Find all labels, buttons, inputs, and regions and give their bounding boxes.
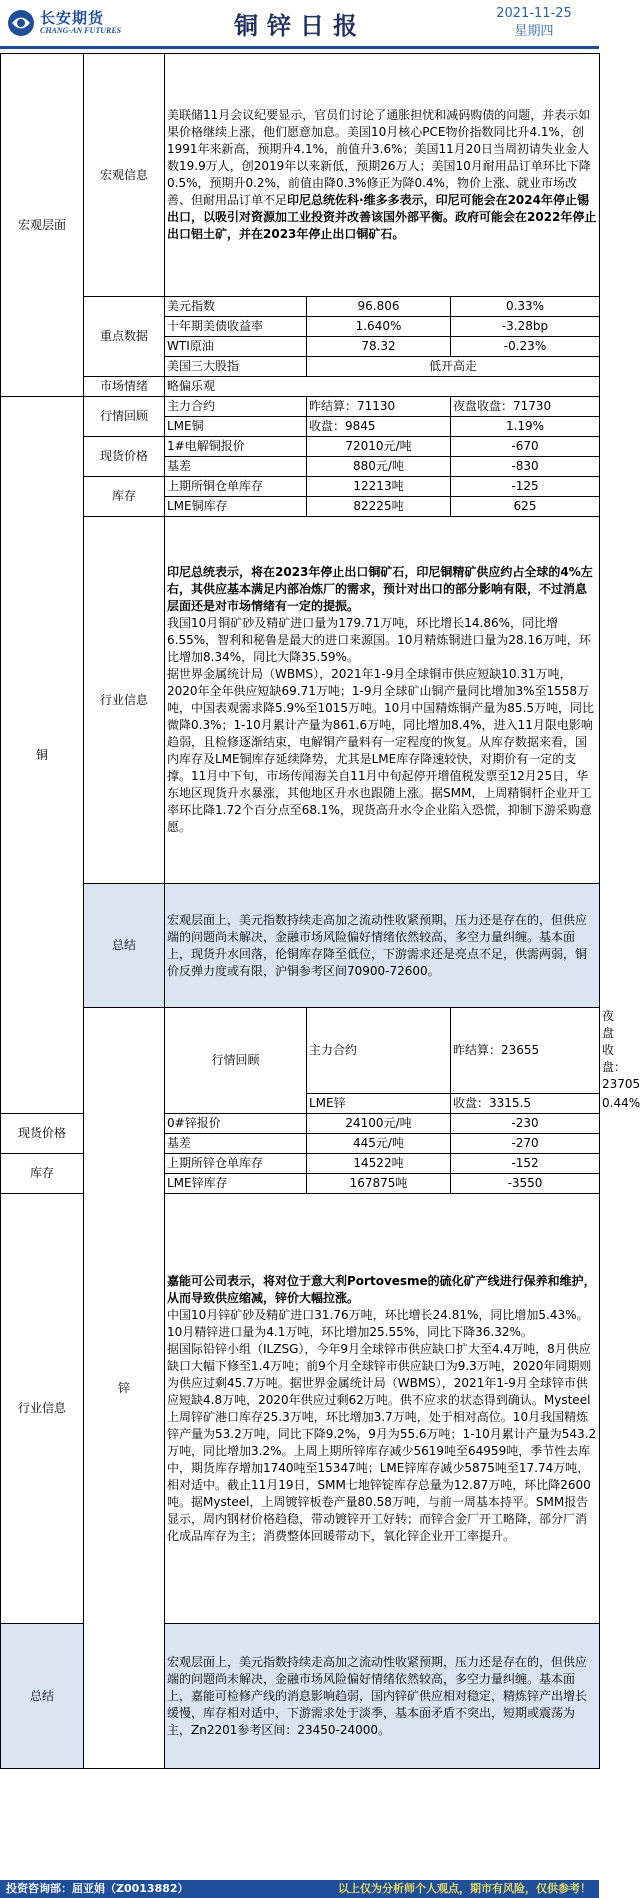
category-copper: 铜 [1, 397, 84, 1114]
zn-spot-change: -230 [451, 1114, 600, 1134]
key-row-change: -3.28bp [451, 317, 600, 337]
zn-main-contract: 主力合约 [307, 1008, 451, 1094]
zn-spot-name: 0#锌报价 [165, 1114, 307, 1134]
zn-inv1-change: -152 [451, 1154, 600, 1174]
report-title: 铜锌日报 [234, 12, 366, 40]
cu-industry-p2: 据世界金属统计局（WBMS），2021年1-9月全球铜市供应短缺10.31万吨，2020年全年供应短缺69.71万吨；1-9月全球矿山铜产量同比增加3%至1558万吨，中国表观需求降5.9%至1015万吨。10月中国精炼铜产量为85.5万吨，同比微降0.3%；1-10月累计产量为861.6万吨，同比增加8.4%，进入11月限电影响趋弱，且检修逐渐结束，电解铜产量料有一定程度的恢复。从库存数据来看，国内库存及LME铜库存延续降势，尤其是LME库存降速较快，对期价有一定的支撑。11月中下旬，市场传闻海关自11月中旬起停开增值税发票至12月25日，华东地区现货升水暴涨，其他地区升水也跟随上涨。据SMM，上周精铜杆企业开工率环比降1.72个百分点至68.1%，现货高升水令企业陷入恐慌，抑制下游采购意愿。 [167, 667, 595, 834]
cu-night: 夜盘收盘：71730 [451, 397, 600, 417]
zn-basis-change: -270 [451, 1134, 600, 1154]
report-footer [0, 1880, 599, 1898]
key-row-name: WTI原油 [165, 337, 307, 357]
macro-info-body: 美联储11月会议纪要显示，官员们讨论了通胀担忧和减码购债的问题，并表示如果价格继续上涨，他们愿意加息。美国10月核心PCE物价指数同比升4.1%，创1991年来新高，预期升4.1%，前值升3.6%；美国11月20日当周初请失业金人数19.9万人，创2019年以来新低，预期26万人；美国10月耐用品订单环比下降0.5%，预期升0.2%，前值由降0.3%修正为降0.4%，物价上涨、就业市场改善、但耐用品订单不足 [167, 108, 591, 207]
cu-lme-change: 1.19% [451, 417, 600, 437]
sentiment-label: 市场情绪 [84, 377, 165, 397]
key-row-value: 低开高走 [307, 357, 600, 377]
cu-summary-label: 总结 [84, 884, 165, 1008]
zn-inv1-value: 14522吨 [307, 1154, 451, 1174]
cu-industry-text [165, 517, 600, 884]
changan-logo-icon [6, 8, 36, 38]
cu-spot-name: 1#电解铜报价 [165, 437, 307, 457]
zn-basis-name: 基差 [165, 1134, 307, 1154]
key-row-name: 美元指数 [165, 297, 307, 317]
cu-industry-bold: 印尼总统表示，将在2023年停止出口铜矿石，印尼铜精矿供应约占全球的4%左右，其供应基本满足内部冶炼厂的需求，预计对出口的部分影响有限，不过消息层面还是对市场情绪有一定的提振。 [167, 565, 593, 613]
date-text: 2021-11-25 [496, 6, 572, 21]
report-date [470, 5, 598, 41]
cu-inv2-value: 82225吨 [307, 497, 451, 517]
logo-english-name: CHANG-AN FUTURES [40, 26, 122, 35]
company-logo [6, 6, 136, 40]
zn-inv2-value: 167875吨 [307, 1174, 451, 1194]
cu-inv1-change: -125 [451, 477, 600, 497]
zn-summary-label: 总结 [1, 1624, 84, 1769]
zn-market-label: 行情回顾 [165, 1008, 307, 1114]
macro-info-label: 宏观信息 [84, 54, 165, 297]
key-row-name: 十年期美债收益率 [165, 317, 307, 337]
cu-industry-p1: 我国10月铜矿砂及精矿进口量为179.71万吨，环比增长14.86%，同比增6.55%，智利和秘鲁是最大的进口来源国。10月精炼铜进口量为28.16万吨，环比增加8.34%，同比大降35.59%。 [167, 616, 591, 664]
zn-inv2-change: -3550 [451, 1174, 600, 1194]
cu-basis-name: 基差 [165, 457, 307, 477]
category-macro: 宏观层面 [1, 54, 84, 397]
cu-settle: 昨结算：71130 [307, 397, 451, 417]
zn-industry-bold: 嘉能可公司表示，将对位于意大利Portovesme的硫化矿产线进行保养和维护，从而导致供应缩减，锌价大幅拉涨。 [167, 1273, 596, 1305]
key-data-label: 重点数据 [84, 297, 165, 377]
key-row-change: -0.23% [451, 337, 600, 357]
cu-inv1-name: 上期所铜仓单库存 [165, 477, 307, 497]
report-table: 宏观层面 宏观信息 美联储11月会议纪要显示，官员们讨论了通胀担忧和减码购债的问题，并表示如果价格继续上涨，他们愿意加息。美国10月核心PCE物价指数同比升4.1%，创1991年来新高，预期升4.1%，前值升3.6%；美国11月20日当周初请失业金人数19.9万人，创2019年以来新低，预期26万人；美国10月耐用品订单环比下降0.5%，预期升0.2%，前值由降0.3%修正为降0.4%，物价上涨、就业市场改善、但耐用品订单不足印尼总统佐科·维多多表示，印尼可能会在2024年停止锡出口，以吸引对资源加工业投资并改善该国外部平衡。政府可能会在2022年停止出口铝土矿，并在2023年停止出口铜矿石。 重点数据 美元指数 96.806 0.33% 十年期美债收益率 1.640% -3.28bp WTI原油 78.32 -0.23% 美国三大股指 低开高走 市场情绪 略偏乐观 铜 行情回顾 主力合约 昨结算：71130 夜盘收盘：71730 LME铜 收盘：9845 1.19% 现货价格 1#电解铜报价 72010元/吨 -670 基差 880元/吨 -830 库存 上期所铜仓单库存 12213吨 -125 LME铜库存 82225吨 625 行业信息 印尼总统表示，将在2023年停止出口铜矿石，印尼铜精矿供应约占全球的4%左右，其供应基本满足内部冶炼厂的需求，预计对出口的部分影响有限，不过消息层面还是对市场情绪有一定的提振。 我国10月铜矿砂及精矿进口量为179.71万吨，环比增长14.86%，同比增6.55%，智利和秘鲁是最大的进口来源国。10月精炼铜进口量为28.16万吨，环比增加8.34%，同比大降35.59%。 据世界金属统计局（WBMS），2021年1-9月全球铜市供应短缺10.31万吨，2020年全年供应短缺69.71万吨；1-9月全球矿山铜产量同比增加3%至1558万吨，中国表观需求降5.9%至1015万吨。10月中国精炼铜产量为85.5万吨，同比微降0.3%；1-10月累计产量为861.6万吨，同比增加8.4%，进入11月限电影响趋弱，且检修逐渐结束，电解铜产量料有一定程度的恢复。从库存数据来看，国内库存及LME铜库存延续降势，尤其是LME库存降速较快，对期价有一定的支撑。11月中下旬，市场传闻海关自11月中旬起停开增值税发票至12月25日，华东地区现货升水暴涨，其他地区升水也跟随上涨。据SMM，上周精铜杆企业开工率环比降1.72个百分点至68.1%，现货高升水令企业陷入恐慌，抑制下游采购意愿。 总结 宏观层面上，美元指数持续走高加之流动性收紧预期，压力还是存在的，但供应端的问题尚未解决，金融市场风险偏好情绪依然较高，多空力量纠缠。基本面上，现货升水回落，伦铜库存降至低位，下游需求还是亮点不足，供需两弱，铜价反弹力度或有限，沪铜参考区间70900-72600。 锌 行情回顾 主力合约 昨结算：23655 夜盘收盘：23705 LME锌 收盘：3315.5 0.44% 现货价格 0#锌报价 24100元/吨 -230 基差 445元/吨 -270 库存 上期所锌仓单库存 14522吨 -152 LME锌库存 167875吨 -3550 行业信息 嘉能可公司表示，将对位于意大利Portovesme的硫化矿产线进行保养和维护，从而导致供应缩减，锌价大幅拉涨。 中国10月锌矿砂及精矿进口31.76万吨，环比增长24.81%，同比增加5.43%。10月精锌进口量为4.1万吨，环比增加25.55%，同比下降36.32%。 据国际铅锌小组（ILZSG），今年9月全球锌市供应缺口扩大至4.4万吨，8月供应缺口大幅下修至1.4万吨；前9个月全球锌市供应缺口为9.3万吨，2020年同期则为供应过剩45.7万吨。据世界金属统计局（WBMS），2021年1-9月全球锌市供应短缺4.8万吨，2020年供应过剩62万吨。供不应求的状态得到确认。Mysteel上周锌矿港口库存25.3万吨，环比增加3.7万吨，处于相对高位。10月我国精炼锌产量为53.2万吨，同比下降9.2%，9月为55.6万吨；1-10月累计产量为543.2万吨，同比增加3.2%。上周上期所锌库存减少5619吨至64959吨，季节性去库中，期货库存增加1740吨至15347吨；LME锌库存减少5875吨至17.74万吨，相对适中。截止11月19日，SMM七地锌锭库存总量为12.87万吨，环比降2600吨。据Mysteel，上周镀锌板卷产量80.58万吨，与前一周基本持平。SMM报告显示，周内钢材价格趋稳，带动镀锌开工好转；而锌合金厂开工略降，部分厂消化成品库存为主；消费整体回暖带动下，氧化锌企业开工率提升。 总结 宏观层面上，美元指数持续走高加之流动性收紧预期，压力还是存在的，但供应端的问题尚未解决，金融市场风险偏好情绪依然较高，多空力量纠缠。基本面上，嘉能可检修产线的消息影响趋弱，国内锌矿供应相对稳定，精炼锌产出增长缓慢，库存相对适中，下游需求处于淡季，基本面矛盾不突出，短期或震荡为主，Zn2201参考区间：23450-24000。 [0, 53, 600, 1769]
macro-info-text [165, 54, 600, 297]
cu-spot-label: 现货价格 [84, 437, 165, 477]
macro-info-bold: 印尼总统佐科·维多多表示，印尼可能会在2024年停止锡出口，以吸引对资源加工业投资并改善该国外部平衡。政府可能会在2022年停止出口铝土矿，并在2023年停止出口铜矿石。 [167, 193, 597, 241]
zn-inv1-name: 上期所锌仓单库存 [165, 1154, 307, 1174]
cu-inv1-value: 12213吨 [307, 477, 451, 497]
key-row-name: 美国三大股指 [165, 357, 307, 377]
zn-spot-label: 现货价格 [1, 1114, 84, 1154]
analyst-credit: 投资咨询部：屈亚娟（Z0013882） [6, 1882, 189, 1895]
cu-spot-price: 72010元/吨 [307, 437, 451, 457]
cu-spot-change: -670 [451, 437, 600, 457]
logo-chinese-name: 长安期货 [40, 9, 105, 27]
cu-lme-close: 收盘：9845 [307, 417, 451, 437]
zn-inv2-name: LME锌库存 [165, 1174, 307, 1194]
key-row-value: 78.32 [307, 337, 451, 357]
cu-inv2-name: LME铜库存 [165, 497, 307, 517]
zn-settle: 昨结算：23655 [451, 1008, 600, 1094]
key-row-value: 1.640% [307, 317, 451, 337]
zn-lme-close: 收盘：3315.5 [451, 1094, 600, 1114]
zn-industry-p2: 据国际铅锌小组（ILZSG），今年9月全球锌市供应缺口扩大至4.4万吨，8月供应缺口大幅下修至1.4万吨；前9个月全球锌市供应缺口为9.3万吨，2020年同期则为供应过剩45.7万吨。据世界金属统计局（WBMS），2021年1-9月全球锌市供应短缺4.8万吨，2020年供应过剩62万吨。供不应求的状态得到确认。Mysteel上周锌矿港口库存25.3万吨，环比增加3.7万吨，处于相对高位。10月我国精炼锌产量为53.2万吨，同比下降9.2%，9月为55.6万吨；1-10月累计产量为543.2万吨，同比增加3.2%。上周上期所锌库存减少5619吨至64959吨，季节性去库中，期货库存增加1740吨至15347吨；LME锌库存减少5875吨至17.74万吨，相对适中。截止11月19日，SMM七地锌锭库存总量为12.87万吨，环比降2600吨。据Mysteel，上周镀锌板卷产量80.58万吨，与前一周基本持平。SMM报告显示，周内钢材价格趋稳，带动镀锌开工好转；而锌合金厂开工略降，部分厂消化成品库存为主；消费整体回暖带动下，氧化锌企业开工率提升。 [167, 1341, 597, 1543]
zn-lme: LME锌 [307, 1094, 451, 1114]
category-zinc: 锌 [84, 1008, 165, 1769]
cu-industry-label: 行业信息 [84, 517, 165, 884]
zn-industry-label: 行业信息 [1, 1194, 84, 1624]
key-row-change: 0.33% [451, 297, 600, 317]
zn-industry-text [165, 1194, 600, 1624]
cu-inv2-change: 625 [451, 497, 600, 517]
weekday-text: 星期四 [514, 24, 554, 39]
sentiment-value: 略偏乐观 [165, 377, 600, 397]
zn-spot-price: 24100元/吨 [307, 1114, 451, 1134]
zn-inventory-label: 库存 [1, 1154, 84, 1194]
cu-basis-change: -830 [451, 457, 600, 477]
cu-market-label: 行情回顾 [84, 397, 165, 437]
cu-inventory-label: 库存 [84, 477, 165, 517]
zn-summary-text: 宏观层面上，美元指数持续走高加之流动性收紧预期，压力还是存在的，但供应端的问题尚未解决，金融市场风险偏好情绪依然较高，多空力量纠缠。基本面上，嘉能可检修产线的消息影响趋弱，国内锌矿供应相对稳定，精炼锌产出增长缓慢，库存相对适中，下游需求处于淡季，基本面矛盾不突出，短期或震荡为主，Zn2201参考区间：23450-24000。 [165, 1624, 600, 1769]
report-header [0, 0, 599, 49]
key-row-value: 96.806 [307, 297, 451, 317]
zn-basis-value: 445元/吨 [307, 1134, 451, 1154]
cu-summary-text: 宏观层面上，美元指数持续走高加之流动性收紧预期，压力还是存在的，但供应端的问题尚未解决，金融市场风险偏好情绪依然较高，多空力量纠缠。基本面上，现货升水回落，伦铜库存降至低位，下游需求还是亮点不足，供需两弱，铜价反弹力度或有限，沪铜参考区间70900-72600。 [165, 884, 600, 1008]
cu-lme: LME铜 [165, 417, 307, 437]
zn-industry-p1: 中国10月锌矿砂及精矿进口31.76万吨，环比增长24.81%，同比增加5.43%。10月精锌进口量为4.1万吨，环比增加25.55%，同比下降36.32%。 [167, 1307, 589, 1339]
cu-basis-value: 880元/吨 [307, 457, 451, 477]
risk-disclaimer: 以上仅为分析师个人观点，期市有风险，仅供参考！ [338, 1882, 591, 1895]
cu-main-contract: 主力合约 [165, 397, 307, 417]
